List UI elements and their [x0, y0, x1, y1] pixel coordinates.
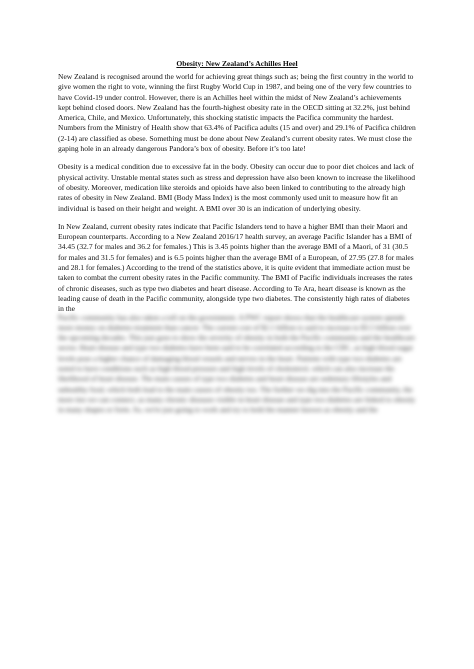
blurred-preview-text: Pacific community has also taken a toll on the government. A PWC report shows that the healthcare system spends more money on diabetes treatment than cancer. The current cost of $2.1 billion is said to increase to $3.5 billion over the upcoming decades. This just goes to show the severity of obesity in both the Pacific community and the healthcare sector. Heart disease and type two diabetes have been said to be correlated according to the CDC, as high blood sugar levels pose a higher chance of damaging blood vessels and nerves in the heart. Patients with type two diabetes are noted to have conditions such as high blood pressure and high levels of cholesterol, which can also increase the likelihood of heart disease. The main causes of type two diabetes and heart disease are sedentary lifestyles and unhealthy food, which both lead to the main causes of obesity too. The further we dig into the Pacific community, the more ties we can connect, as many chronic diseases visible in heart disease and type two diabetes are linked to obesity in many shapes or form. So, we're just going to work and try to hold the manner known as obesity and the	[58, 312, 416, 415]
paragraph-statistics: In New Zealand, current obesity rates indicate that Pacific Islanders tend to have a higher BMI than their Maori and European counterparts. According to a New Zealand 2016/17 health survey, an average Pacific Islander has a BMI of 34.45 (32.7 for males and 36.2 for females.) This is 3.45 points higher than the average BMI of a Maori, of 31 (30.5 for males and 31.5 for females) and is 6.5 points higher than the average BMI of a European, of 27.95 (27.8 for males and 28.1 for females.) According to the trend of the statistics above, it is quite evident that immediate action must be taken to combat the current obesity rates in the Pacific community. The BMI of Pacific individuals increases the rates of chronic diseases, such as type two diabetes and heart disease. According to Te Ara, heart disease is known as the leading cause of death in the Pacific community, alongside type two diabetes. The consistently high rates of diabetes in the	[58, 221, 414, 314]
paragraph-intro: New Zealand is recognised around the world for achieving great things such as; being the first country in the world to give women the right to vote, winning the first Rugby World Cup in 1987, and being one of the very few countries to have Covid-19 under control. However, there is an Achilles heel within the midst of New Zealand’s achievements kept behind closed doors. New Zealand has the fourth-highest obesity rate in the OECD sitting at 32.2%, just behind America, Chile, and Mexico. Unfortunately, this shocking statistic impacts the Pacifica community the hardest. Numbers from the Ministry of Health show that 63.4% of Pacifica adults (15 and over) and 29.1% of Pacifica children (2-14) are classified as obese. Something must be done about New Zealand’s current obesity rates. We must close the gaping hole in an already dangerous Pandora’s box of obesity. Before it’s too late!	[58, 72, 416, 154]
document-body	[58, 72, 416, 416]
document-title: Obesity: New Zealand’s Achilles Heel	[176, 59, 298, 68]
paragraph-definition: Obesity is a medical condition due to excessive fat in the body. Obesity can occur due to poor diet choices and lack of physical activity. Unstable mental states such as stress and depression have also been known to increase the likelihood of obesity. Moreover, medication like steroids and opioids have also been linked to contributing to the already high rates of obesity in New Zealand. BMI (Body Mass Index) is the most commonly used unit to measure how fit an individual is based on their height and weight. A BMI over 30 is an indication of underlying obesity.	[58, 162, 416, 213]
